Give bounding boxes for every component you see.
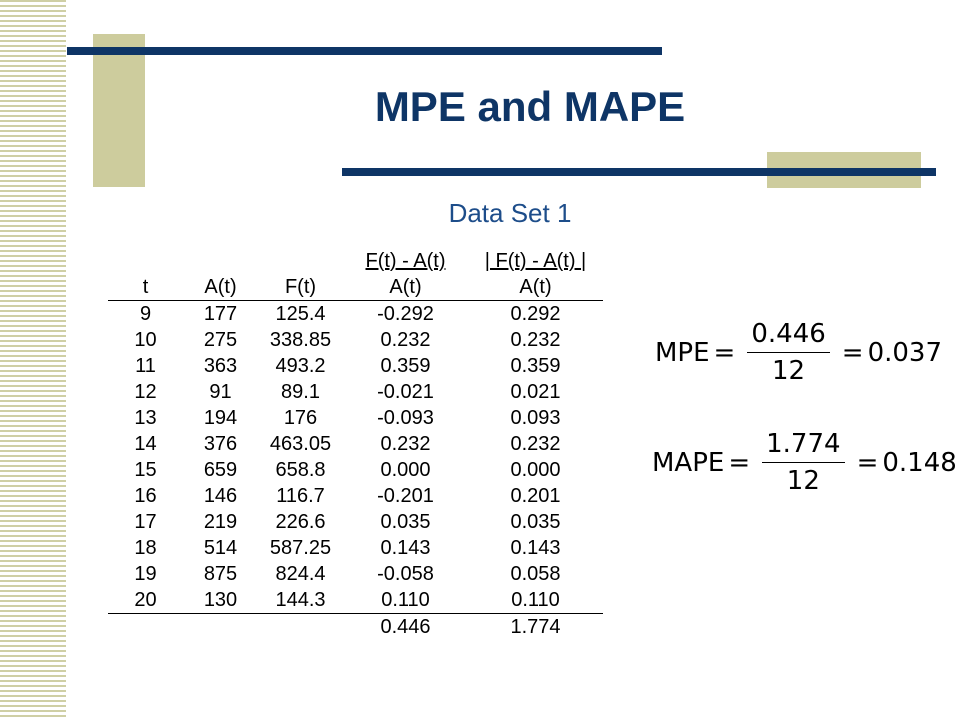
table-cell: 338.85 (269, 329, 332, 351)
slide-subtitle: Data Set 1 (448, 198, 572, 228)
table-cell: 125.4 (275, 303, 326, 325)
header-cell: A(t) (519, 276, 552, 298)
table-cell: 0.000 (380, 459, 431, 481)
table-row (108, 379, 603, 405)
table-cell: -0.201 (377, 485, 434, 507)
table-row (108, 561, 603, 587)
equals-sign: = (728, 447, 751, 478)
header-top-cell: F(t) - A(t) (365, 250, 446, 272)
mape-fraction (762, 428, 844, 497)
header-cell: F(t) (284, 276, 317, 298)
equals-sign: = (841, 337, 864, 368)
table-cell: 0.201 (510, 485, 561, 507)
table-cell: 0.021 (510, 381, 561, 403)
mpe-formula (655, 318, 942, 387)
mpe-result: 0.037 (867, 337, 943, 368)
header-row (108, 274, 603, 300)
table-cell: 20 (134, 589, 157, 611)
table-cell: 144.3 (275, 589, 326, 611)
totals-cell (258, 614, 343, 640)
equals-sign: = (713, 337, 736, 368)
table-cell: 0.035 (380, 511, 431, 533)
table-cell: 12 (134, 381, 157, 403)
table-row (108, 483, 603, 509)
table-cell: 226.6 (275, 511, 326, 533)
table-cell: 89.1 (281, 381, 320, 403)
data-table (108, 248, 603, 640)
mpe-label: MPE (655, 337, 710, 368)
table-cell: 493.2 (275, 355, 326, 377)
header-top-cell (108, 248, 183, 274)
decorative-bottom-line (342, 168, 936, 176)
table-cell: 875 (203, 563, 238, 585)
table-row (108, 457, 603, 483)
table-cell: 14 (134, 433, 157, 455)
decorative-top-line (67, 47, 662, 55)
table-row (108, 431, 603, 457)
slide-title: MPE and MAPE (374, 83, 686, 130)
table-row (108, 301, 603, 327)
table-cell: 0.232 (380, 329, 431, 351)
decorative-stripes (0, 0, 68, 720)
table-cell: 10 (134, 329, 157, 351)
table-cell: 363 (203, 355, 238, 377)
table-cell: 275 (203, 329, 238, 351)
stripes-edge (66, 0, 68, 720)
table-row (108, 587, 603, 613)
table-cell: 0.143 (510, 537, 561, 559)
totals-cell: 0.446 (380, 616, 431, 638)
table-cell: 587.25 (269, 537, 332, 559)
table-row (108, 509, 603, 535)
totals-cell (108, 614, 183, 640)
table-cell: 0.110 (381, 589, 430, 611)
table-cell: 9 (139, 303, 152, 325)
header-top-cell: | F(t) - A(t) | (484, 250, 587, 272)
table-row (108, 327, 603, 353)
table-cell: 13 (134, 407, 157, 429)
table-cell: 0.000 (510, 459, 561, 481)
table-cell: 659 (203, 459, 238, 481)
table-cell: 463.05 (269, 433, 332, 455)
table-cell: 0.292 (510, 303, 561, 325)
totals-cell: 1.774 (510, 616, 561, 638)
mape-label: MAPE (652, 447, 725, 478)
table-row (108, 353, 603, 379)
table-cell: 0.093 (510, 407, 561, 429)
mape-denominator: 12 (786, 466, 820, 496)
mape-formula (652, 428, 957, 497)
equals-sign: = (856, 447, 879, 478)
header-cell: A(t) (204, 276, 237, 298)
table-cell: 146 (203, 485, 238, 507)
table-cell: 0.110 (511, 589, 560, 611)
table-cell: 0.058 (510, 563, 561, 585)
mpe-fraction (747, 318, 829, 387)
mpe-numerator: 0.446 (747, 318, 829, 353)
header-cell: A(t) (389, 276, 422, 298)
mape-numerator: 1.774 (762, 428, 844, 463)
table-body (108, 301, 603, 613)
header-row-top (108, 248, 603, 274)
table-cell: 0.232 (380, 433, 431, 455)
decorative-vertical-block (93, 34, 145, 187)
table-cell: 91 (209, 381, 232, 403)
table-cell: 824.4 (275, 563, 326, 585)
table-cell: 0.035 (510, 511, 561, 533)
mpe-denominator: 12 (772, 356, 806, 386)
table-cell: -0.292 (377, 303, 434, 325)
totals-cell (183, 614, 258, 640)
table-cell: 176 (283, 407, 318, 429)
table-cell: 18 (134, 537, 157, 559)
header-top-cell (258, 248, 343, 274)
table-cell: 658.8 (275, 459, 326, 481)
table-cell: 376 (203, 433, 238, 455)
table-cell: 0.143 (380, 537, 431, 559)
header-cell: t (142, 276, 149, 298)
totals-row (108, 614, 603, 640)
table-cell: 0.232 (510, 329, 561, 351)
table-cell: 17 (134, 511, 157, 533)
table-cell: 16 (134, 485, 157, 507)
table-cell: 11 (135, 355, 156, 377)
table-cell: 19 (134, 563, 157, 585)
header-top-cell (183, 248, 258, 274)
table-cell: 194 (203, 407, 238, 429)
table-cell: 0.359 (380, 355, 431, 377)
table-cell: 15 (134, 459, 157, 481)
table-cell: 0.359 (510, 355, 561, 377)
table-cell: 130 (203, 589, 238, 611)
table-row (108, 405, 603, 431)
table-cell: 177 (203, 303, 238, 325)
table-cell: -0.093 (377, 407, 434, 429)
table-cell: 0.232 (510, 433, 561, 455)
table-row (108, 535, 603, 561)
mape-result: 0.148 (882, 447, 957, 478)
table-cell: 514 (203, 537, 238, 559)
table-cell: 116.7 (276, 485, 325, 507)
table-cell: -0.058 (377, 563, 434, 585)
table-cell: -0.021 (377, 381, 434, 403)
table-cell: 219 (203, 511, 238, 533)
